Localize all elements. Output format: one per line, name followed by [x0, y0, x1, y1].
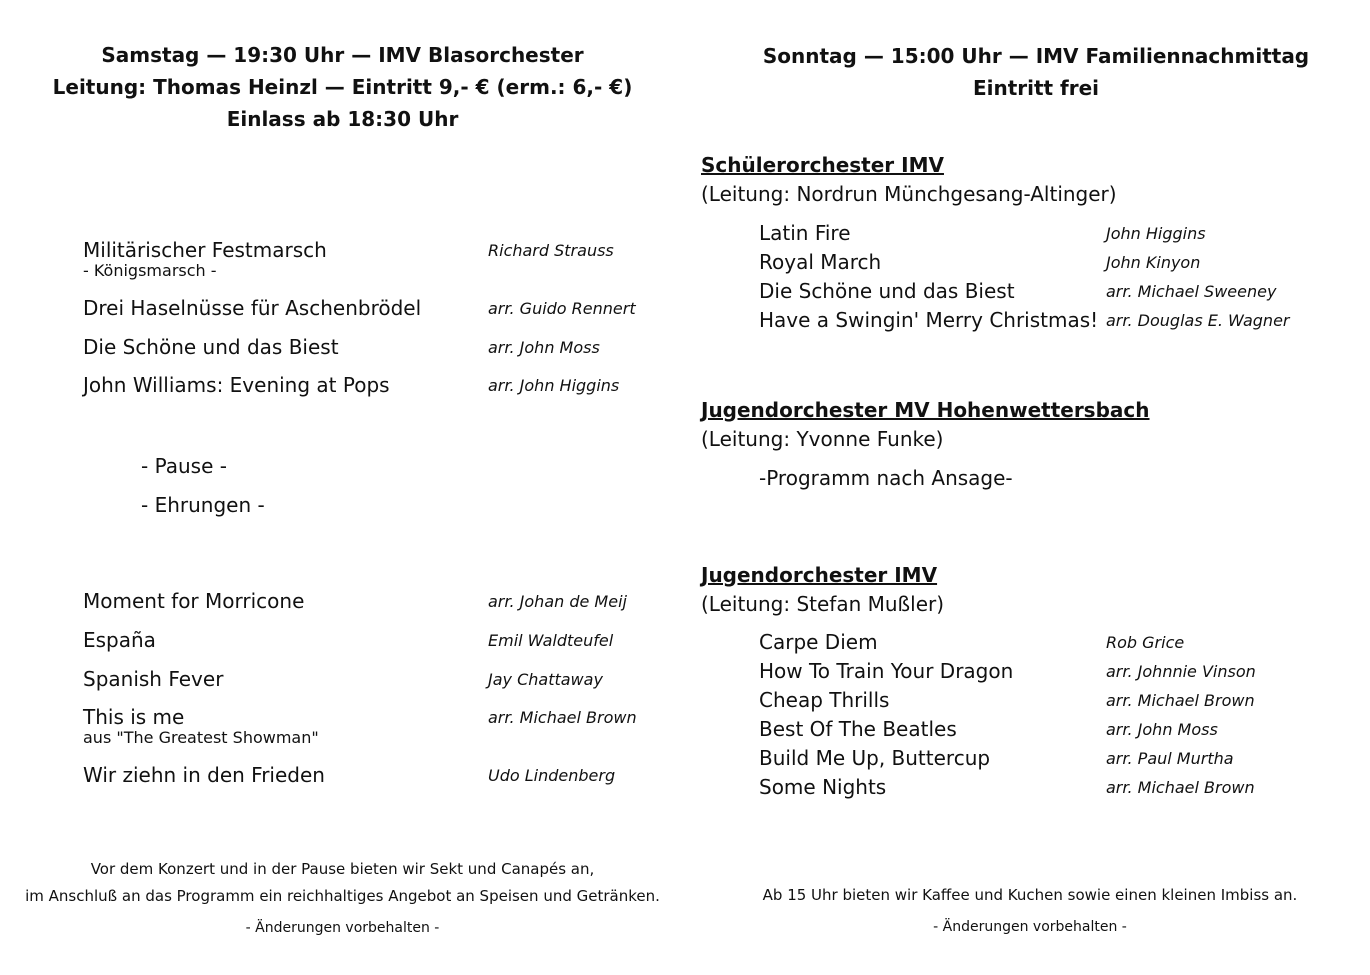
saturday-header-line-2: Leitung: Thomas Heinzl — Eintritt 9,- € (erm.: 6,- €)	[52, 75, 633, 99]
program-item-subtitle: - Königsmarsch -	[83, 261, 217, 280]
piece-composer: Rob Grice	[1106, 633, 1185, 652]
piece-composer: arr. Michael Sweeney	[1106, 282, 1277, 301]
sunday-header-line-1: Sonntag — 15:00 Uhr — IMV Familiennachmittag	[762, 44, 1310, 68]
program-item-composer: arr. Johan de Meij	[488, 592, 627, 611]
saturday-header-line-3: Einlass ab 18:30 Uhr	[226, 107, 459, 131]
saturday-changes-note: - Änderungen vorbehalten -	[245, 920, 440, 936]
piece-composer: arr. John Moss	[1106, 720, 1218, 739]
program-item-subtitle: aus "The Greatest Showman"	[83, 728, 319, 747]
intermission-honors: - Ehrungen -	[141, 493, 265, 517]
program-item-title: Drei Haselnüsse für Aschenbrödel	[83, 296, 422, 320]
piece-composer: John Kinyon	[1106, 253, 1201, 272]
program-item-title: Moment for Morricone	[83, 589, 305, 613]
program-item-title: Die Schöne und das Biest	[83, 335, 339, 359]
sunday-footer: Ab 15 Uhr bieten wir Kaffee und Kuchen sowie einen kleinen Imbiss an.	[762, 886, 1298, 904]
piece-title: Build Me Up, Buttercup	[759, 746, 991, 770]
program-item-composer: Udo Lindenberg	[488, 766, 616, 785]
section-heading: Schülerorchester IMV	[701, 153, 944, 177]
piece-composer: arr. Douglas E. Wagner	[1106, 311, 1290, 330]
program-item-title: This is me	[83, 705, 185, 729]
sunday-header-line-2: Eintritt frei	[972, 76, 1100, 100]
program-item-title: Spanish Fever	[83, 667, 224, 691]
program-item-title: España	[83, 628, 156, 652]
piece-composer: John Higgins	[1106, 224, 1206, 243]
piece-title: Carpe Diem	[759, 630, 878, 654]
intermission-pause: - Pause -	[141, 454, 227, 478]
program-item-title: Wir ziehn in den Frieden	[83, 763, 325, 787]
program-item-composer: Emil Waldteufel	[488, 631, 614, 650]
program-item-composer: arr. Michael Brown	[488, 708, 637, 727]
piece-title: Die Schöne und das Biest	[759, 279, 1015, 303]
program-item-composer: arr. John Higgins	[488, 376, 620, 395]
piece-title: Cheap Thrills	[759, 688, 890, 712]
piece-title: How To Train Your Dragon	[759, 659, 1014, 683]
program-item-composer: Jay Chattaway	[488, 670, 603, 689]
program-item-title: Militärischer Festmarsch	[83, 238, 327, 262]
saturday-header-line-1: Samstag — 19:30 Uhr — IMV Blasorchester	[101, 43, 584, 67]
piece-title: Have a Swingin' Merry Christmas!	[759, 308, 1099, 332]
piece-composer: arr. Paul Murtha	[1106, 749, 1234, 768]
piece-composer: arr. Michael Brown	[1106, 778, 1255, 797]
program-item-title: John Williams: Evening at Pops	[83, 373, 390, 397]
program-item-composer: arr. Guido Rennert	[488, 299, 636, 318]
piece-composer: arr. Michael Brown	[1106, 691, 1255, 710]
saturday-footer-line-1: Vor dem Konzert und in der Pause bieten wir Sekt und Canapés an,	[90, 860, 595, 878]
program-note: -Programm nach Ansage-	[759, 466, 1013, 490]
piece-composer: arr. Johnnie Vinson	[1106, 662, 1256, 681]
sunday-changes-note: - Änderungen vorbehalten -	[933, 919, 1127, 935]
piece-title: Some Nights	[759, 775, 887, 799]
section-heading: Jugendorchester MV Hohenwettersbach	[701, 398, 1150, 422]
section-leader: (Leitung: Nordrun Münchgesang-Altinger)	[701, 182, 1117, 206]
piece-title: Latin Fire	[759, 221, 851, 245]
piece-title: Royal March	[759, 250, 882, 274]
section-leader: (Leitung: Yvonne Funke)	[701, 427, 944, 451]
program-item-composer: Richard Strauss	[488, 241, 614, 260]
piece-title: Best Of The Beatles	[759, 717, 957, 741]
saturday-footer-line-2: im Anschluß an das Programm ein reichhaltiges Angebot an Speisen und Getränken.	[25, 887, 660, 905]
section-heading: Jugendorchester IMV	[701, 563, 938, 587]
section-leader: (Leitung: Stefan Mußler)	[701, 592, 945, 616]
program-item-composer: arr. John Moss	[488, 338, 600, 357]
sunday-page	[685, 0, 1370, 975]
